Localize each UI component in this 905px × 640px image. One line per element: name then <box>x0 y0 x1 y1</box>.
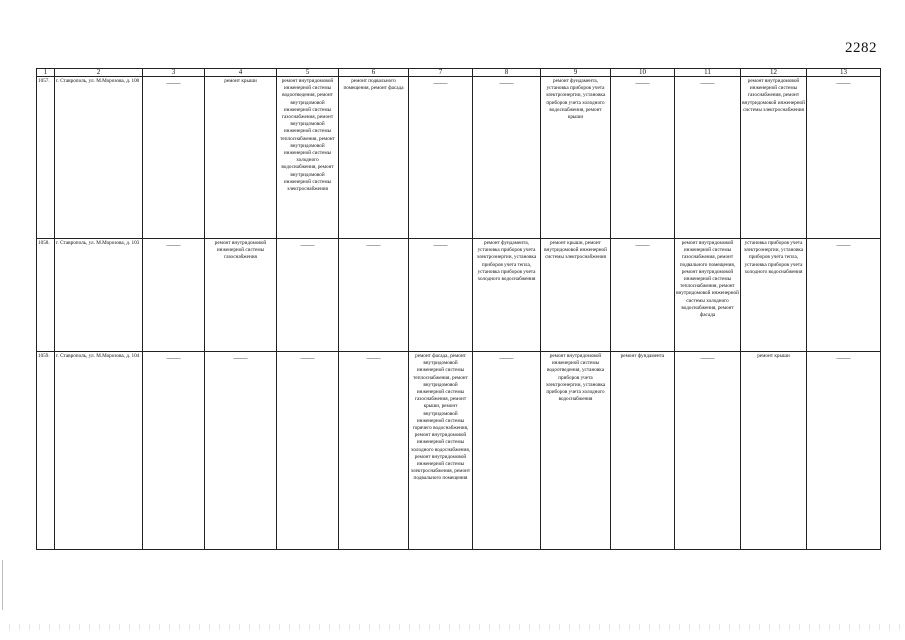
col-header: 6 <box>339 69 409 77</box>
col-header: 9 <box>541 69 611 77</box>
cell-col13 <box>807 352 881 550</box>
col-header: 10 <box>611 69 675 77</box>
dash: —— <box>499 79 514 87</box>
table-row <box>37 77 881 239</box>
dash: —— <box>700 354 715 362</box>
cell-col12: установка приборов учета электроэнергии, установка приборов учета тепла, установка приборов учета холодного водоснабжения <box>741 239 807 352</box>
cell-col11 <box>675 352 741 550</box>
row-number: 1058. <box>37 239 55 352</box>
cell-col7: ремонт фасада, ремонт внутридомовой инженерной системы теплоснабжения, ремонт внутридомовой инженерной системы газоснабжения, ремонт крыши, ремонт внутридомовой инженерной системы горячего водоснабжения, ремонт внутридомовой инженерной системы холодного водоснабжения, ремонт внутридомовой инженерной системы электроснабжения, ремонт подвального помещения <box>409 352 473 550</box>
scan-bottom-noise <box>0 624 905 630</box>
cell-col5: ремонт внутридомовой инженерной системы водоотведения, ремонт внутридомовой инженерной системы газоснабжения, ремонт внутридомовой инженерной системы теплоснабжения, ремонт внутридомовой инженерной системы холодного водоснабжения, ремонт внутридомовой инженерной системы электроснабжения <box>277 77 339 239</box>
col-header: 5 <box>277 69 339 77</box>
cell-col8 <box>473 77 541 239</box>
cell-col6: ремонт подвального помещения, ремонт фасада <box>339 77 409 239</box>
cell-col8 <box>473 352 541 550</box>
dash: —— <box>700 79 715 87</box>
scan-edge-mark <box>2 560 3 610</box>
cell-col6 <box>339 239 409 352</box>
cell-col12: ремонт крыши <box>741 352 807 550</box>
cell-col5 <box>277 352 339 550</box>
cell-col10 <box>611 77 675 239</box>
cell-col11 <box>675 77 741 239</box>
cell-col8: ремонт фундамента, установка приборов учета электроэнергии, установка приборов учета тепла, установка приборов учета холодного водоснабжения <box>473 239 541 352</box>
cell-col12: ремонт внутридомовой инженерной системы газоснабжения, ремонт внутридомовой инженерной системы электроснабжения <box>741 77 807 239</box>
dash: —— <box>433 241 448 249</box>
dash: —— <box>166 241 181 249</box>
col-header: 3 <box>143 69 205 77</box>
address-cell: г. Ставрополь, ул. М.Морозова, д. 103 <box>55 239 143 352</box>
cell-col10 <box>611 239 675 352</box>
cell-col4: ремонт крыши <box>205 77 277 239</box>
dash: —— <box>635 79 650 87</box>
register-table <box>36 68 881 550</box>
dash: —— <box>836 354 851 362</box>
dash: —— <box>366 241 381 249</box>
cell-col9: ремонт фундамента, установка приборов учета электроэнергии, установка приборов учета холодного водоснабжения, ремонт крыши <box>541 77 611 239</box>
dash: —— <box>300 241 315 249</box>
dash: —— <box>366 354 381 362</box>
row-number: 1059. <box>37 352 55 550</box>
row-number: 1057. <box>37 77 55 239</box>
dash: —— <box>836 79 851 87</box>
cell-col13 <box>807 239 881 352</box>
col-header: 7 <box>409 69 473 77</box>
cell-col4: ремонт внутридомовой инженерной системы газоснабжения <box>205 239 277 352</box>
col-header: 11 <box>675 69 741 77</box>
cell-col11: ремонт внутридомовой инженерной системы газоснабжения, ремонт подвального помещения, ремонт внутридомовой инженерной системы теплоснабжения, ремонт внутридомовой инженерной системы холодного водоснабжения, ремонт фасада <box>675 239 741 352</box>
col-header: 13 <box>807 69 881 77</box>
dash: —— <box>433 79 448 87</box>
cell-col6 <box>339 352 409 550</box>
cell-col7 <box>409 239 473 352</box>
table-row <box>37 239 881 352</box>
dash: —— <box>166 354 181 362</box>
cell-col3 <box>143 239 205 352</box>
address-cell: г. Ставрополь, ул. М.Морозова, д. 100 <box>55 77 143 239</box>
cell-col13 <box>807 77 881 239</box>
dash: —— <box>166 79 181 87</box>
cell-col5 <box>277 239 339 352</box>
dash: —— <box>836 241 851 249</box>
col-header: 12 <box>741 69 807 77</box>
dash: —— <box>499 354 514 362</box>
cell-col3 <box>143 77 205 239</box>
cell-col10: ремонт фундамента <box>611 352 675 550</box>
page-number: 2282 <box>845 40 877 56</box>
cell-col4 <box>205 352 277 550</box>
dash: —— <box>635 241 650 249</box>
cell-col9: ремонт крыши, ремонт внутридомовой инженерной системы электроснабжения <box>541 239 611 352</box>
col-header: 4 <box>205 69 277 77</box>
table-row <box>37 352 881 550</box>
cell-col3 <box>143 352 205 550</box>
dash: —— <box>300 354 315 362</box>
cell-col9: ремонт внутридомовой инженерной системы водоотведения, установка приборов учета электроэнергии, установка приборов учета холодного водоснабжения <box>541 352 611 550</box>
col-header: 1 <box>37 69 55 77</box>
address-cell: г. Ставрополь, ул. М.Морозова, д. 104 <box>55 352 143 550</box>
cell-col7 <box>409 77 473 239</box>
col-header: 8 <box>473 69 541 77</box>
col-header: 2 <box>55 69 143 77</box>
column-number-row <box>37 69 881 77</box>
dash: —— <box>233 354 248 362</box>
